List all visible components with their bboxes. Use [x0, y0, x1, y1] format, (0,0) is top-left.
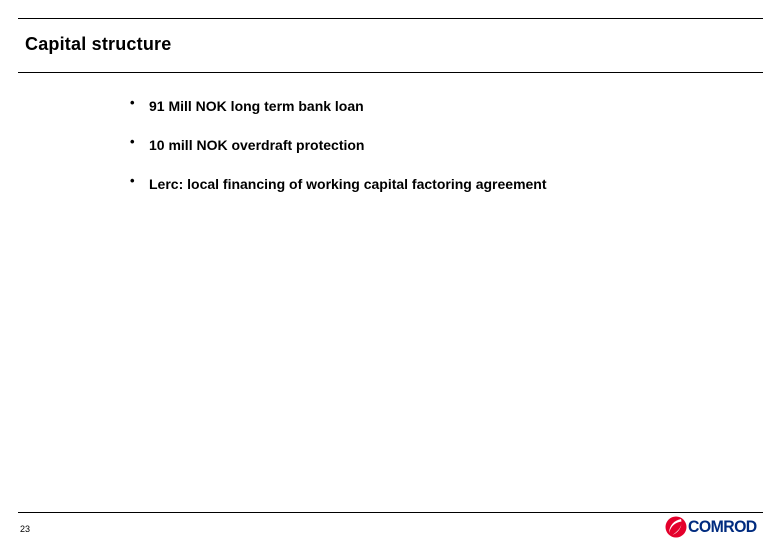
bullet-item [130, 96, 547, 135]
company-logo [664, 515, 764, 539]
bullet-text: 10 mill NOK overdraft protection [149, 137, 365, 153]
bullet-icon: • [130, 95, 135, 110]
bullet-text: Lerc: local financing of working capital factoring agreement [149, 176, 547, 192]
slide-title: Capital structure [25, 34, 172, 54]
bullet-item [130, 135, 547, 174]
bullet-icon: • [130, 173, 135, 188]
bullet-icon: • [130, 134, 135, 149]
logo-text: COMROD [688, 517, 757, 536]
bullet-text: 91 Mill NOK long term bank loan [149, 98, 364, 114]
footer-divider [18, 512, 763, 513]
top-divider [18, 18, 763, 19]
comrod-logo-mark-icon [664, 515, 688, 539]
bullet-list [130, 96, 547, 213]
title-divider [18, 72, 763, 73]
page-number: 23 [20, 524, 31, 534]
bullet-item [130, 174, 547, 213]
